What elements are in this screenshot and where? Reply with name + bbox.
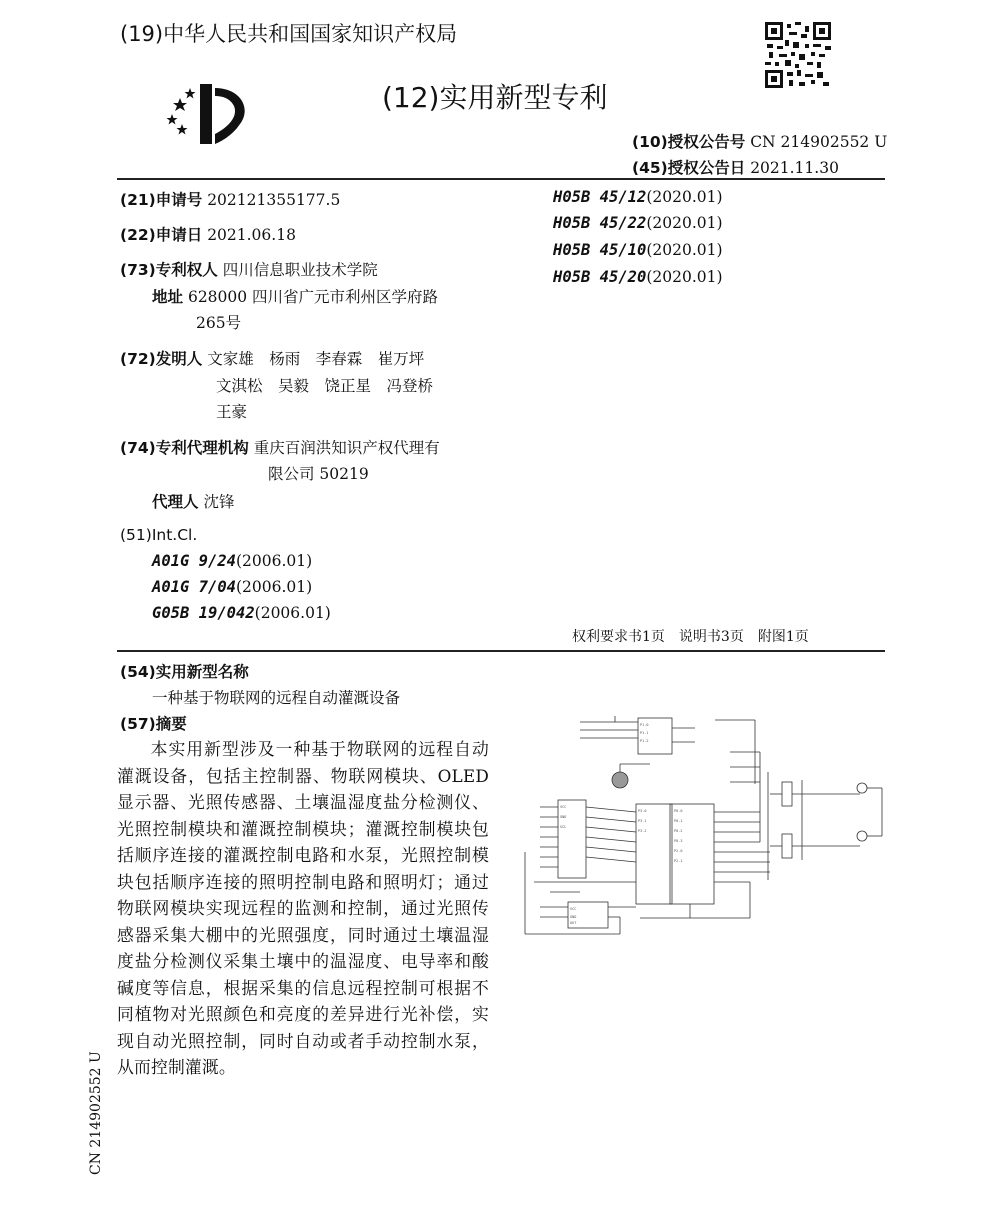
svg-text:P2.1: P2.1 [674, 859, 683, 863]
intcl-label: (51)Int.Cl. [120, 526, 198, 544]
grant-date-label: (45)授权公告日 [632, 159, 746, 177]
svg-text:SCL: SCL [560, 825, 567, 829]
ipc-item: H05B 45/10(2020.01) [553, 241, 723, 259]
svg-text:OUT: OUT [570, 921, 577, 925]
address-label: 地址 [152, 288, 184, 306]
intcl-item: A01G 9/24(2006.01) [152, 552, 313, 570]
svg-text:P3.1: P3.1 [638, 819, 647, 823]
cnipa-logo [160, 78, 260, 150]
page-counts: 权利要求书1页 说明书3页 附图1页 [572, 629, 809, 645]
svg-text:P1.0: P1.0 [640, 723, 649, 727]
grant-number-label: (10)授权公告号 [632, 133, 746, 151]
svg-text:GND: GND [560, 815, 567, 819]
app-number: 202121355177.5 [207, 191, 341, 209]
svg-text:GND: GND [570, 915, 577, 919]
svg-text:P2.0: P2.0 [674, 849, 683, 853]
utility-model-title: 一种基于物联网的远程自动灌溉设备 [152, 689, 401, 707]
agency-label: (74)专利代理机构 [120, 439, 249, 457]
qr-code [765, 22, 831, 88]
svg-text:VCC: VCC [570, 907, 577, 911]
inventors-line2: 文淇松 吴毅 饶正星 冯登桥 [216, 377, 434, 395]
inventors-line1: 文家雄 杨雨 李春霖 崔万坪 [207, 350, 425, 368]
svg-text:P3.0: P3.0 [638, 809, 647, 813]
svg-text:P0.3: P0.3 [674, 839, 683, 843]
ipc-item: H05B 45/20(2020.01) [553, 268, 723, 286]
svg-text:P0.2: P0.2 [674, 829, 683, 833]
agent-label: 代理人 [152, 493, 199, 511]
app-date: 2021.06.18 [207, 226, 296, 244]
address-line2: 265号 [196, 314, 242, 332]
side-publication-number: CN 214902552 U [88, 1051, 104, 1175]
intcl-item: G05B 19/042(2006.01) [152, 604, 331, 622]
circuit-diagram [520, 712, 885, 940]
ipc-item: H05B 45/22(2020.01) [553, 214, 723, 232]
intcl-item: A01G 7/04(2006.01) [152, 578, 313, 596]
office-name: (19)中华人民共和国国家知识产权局 [120, 22, 458, 46]
grant-date: 2021.11.30 [750, 159, 839, 177]
grant-number: CN 214902552 U [750, 133, 888, 151]
inventor-label: (72)发明人 [120, 350, 203, 368]
document-type: (12)实用新型专利 [382, 81, 608, 114]
agency-line1: 重庆百润洪知识产权代理有 [253, 439, 440, 457]
svg-text:P1.2: P1.2 [640, 739, 649, 743]
svg-text:P0.0: P0.0 [674, 809, 683, 813]
app-number-label: (21)申请号 [120, 191, 203, 209]
agency-line2: 限公司 50219 [268, 465, 369, 483]
svg-text:P3.2: P3.2 [638, 829, 647, 833]
title-label: (54)实用新型名称 [120, 663, 249, 681]
svg-text:VCC: VCC [560, 805, 567, 809]
section-divider [117, 650, 885, 652]
header-divider [117, 178, 885, 180]
owner: 四川信息职业技术学院 [222, 261, 378, 279]
inventors-line3: 王豪 [216, 403, 248, 421]
svg-text:P0.1: P0.1 [674, 819, 683, 823]
ipc-item: H05B 45/12(2020.01) [553, 188, 723, 206]
app-date-label: (22)申请日 [120, 226, 203, 244]
agent: 沈锋 [203, 493, 235, 511]
address-line1: 628000 四川省广元市利州区学府路 [187, 288, 439, 306]
abstract-label: (57)摘要 [120, 715, 187, 733]
owner-label: (73)专利权人 [120, 261, 218, 279]
svg-text:P1.1: P1.1 [640, 731, 649, 735]
abstract-text: 本实用新型涉及一种基于物联网的远程自动灌溉设备，包括主控制器、物联网模块、OLED显示器、光照传感器、土壤温湿度盐分检测仪、光照控制模块和灌溉控制模块；灌溉控制模块包括顺序连接的灌溉控制电路和水泵，光照控制模块包括顺序连接的照明控制电路和照明灯；通过物联网模块实现远程的监测和控制，通过光照传感器采集大棚中的光照强度，同时通过土壤温湿度盐分检测仪采集土壤中的温湿度、电导率和酸碱度等信息，根据采集的信息远程控制可根据不同植物对光照颜色和亮度的差异进行光补偿，实现自动光照控制，同时自动或者手动控制水泵，从而控制灌溉。 [117, 739, 489, 1077]
